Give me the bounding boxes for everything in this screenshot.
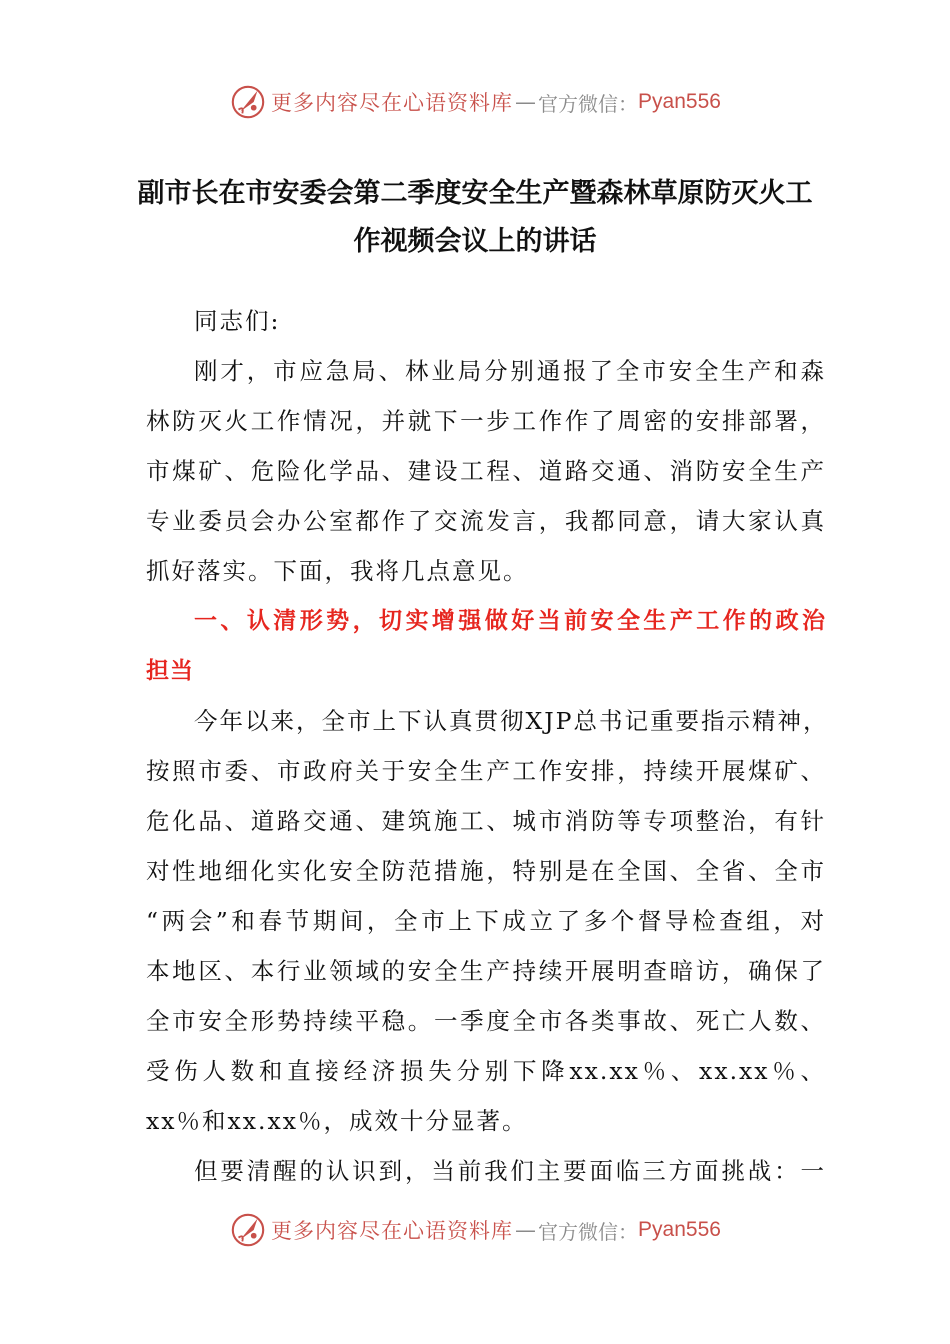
paragraph-line: 但要清醒的认识到，当前我们主要面临三方面挑战：一 xyxy=(194,1157,826,1185)
title-line: 副市长在市安委会第二季度安全生产暨森林草原防灭火工 xyxy=(137,178,813,209)
paragraph-line: 专业委员会办公室都作了交流发言，我都同意，请大家认真 xyxy=(146,507,826,535)
watermark-separator: — xyxy=(515,90,537,114)
paragraph-line: 对性地细化实化安全防范措施，特别是在全国、全省、全市 xyxy=(146,857,826,885)
heading-line: 一、认清形势，切实增强做好当前安全生产工作的政治 xyxy=(194,608,826,634)
watermark-wechat-label: 官方微信： xyxy=(538,91,639,116)
paragraph-line: “两会”和春节期间，全市上下成立了多个督导检查组，对 xyxy=(146,907,826,935)
watermark-wechat-id: Pyan556 xyxy=(638,1218,721,1241)
quill-logo-icon xyxy=(229,83,267,121)
paragraph-line: 林防灭火工作情况，并就下一步工作作了周密的安排部署， xyxy=(146,407,826,435)
watermark-wechat-id: Pyan556 xyxy=(638,90,721,113)
paragraph-line: 今年以来，全市上下认真贯彻XJP总书记重要指示精神， xyxy=(194,707,829,735)
paragraph-2 xyxy=(146,696,829,1146)
watermark-footer xyxy=(0,1208,950,1252)
paragraph-line: xx％和xx.xx％，成效十分显著。 xyxy=(146,1107,528,1135)
document-body xyxy=(146,296,829,1196)
watermark-text: 更多内容尽在心语资料库 xyxy=(271,91,514,115)
paragraph-line: 危化品、道路交通、建筑施工、城市消防等专项整治，有针 xyxy=(146,807,826,835)
heading-line: 担当 xyxy=(146,658,194,684)
watermark-separator: — xyxy=(515,1218,537,1242)
watermark-wechat-label: 官方微信： xyxy=(538,1219,639,1244)
section-heading-1 xyxy=(146,596,826,696)
paragraph-line: 受伤人数和直接经济损失分别下降xx.xx％、xx.xx％、 xyxy=(146,1057,826,1085)
paragraph-line: 抓好落实。下面，我将几点意见。 xyxy=(146,557,529,585)
paragraph-line: 全市安全形势持续平稳。一季度全市各类事故、死亡人数、 xyxy=(146,1007,826,1035)
watermark-text: 更多内容尽在心语资料库 xyxy=(271,1219,514,1243)
greeting: 同志们: xyxy=(194,307,281,335)
watermark-header xyxy=(0,80,950,124)
paragraph-line: 本地区、本行业领域的安全生产持续开展明查暗访，确保了 xyxy=(146,957,826,985)
document-title xyxy=(100,170,850,266)
paragraph-line: 按照市委、市政府关于安全生产工作安排，持续开展煤矿、 xyxy=(146,757,826,785)
paragraph-3 xyxy=(146,1146,826,1196)
title-line: 作视频会议上的讲话 xyxy=(353,226,597,257)
paragraph-line: 刚才，市应急局、林业局分别通报了全市安全生产和森 xyxy=(194,357,826,385)
quill-logo-icon xyxy=(229,1211,267,1249)
paragraph-1 xyxy=(146,346,826,596)
paragraph-line: 市煤矿、危险化学品、建设工程、道路交通、消防安全生产 xyxy=(146,457,826,485)
